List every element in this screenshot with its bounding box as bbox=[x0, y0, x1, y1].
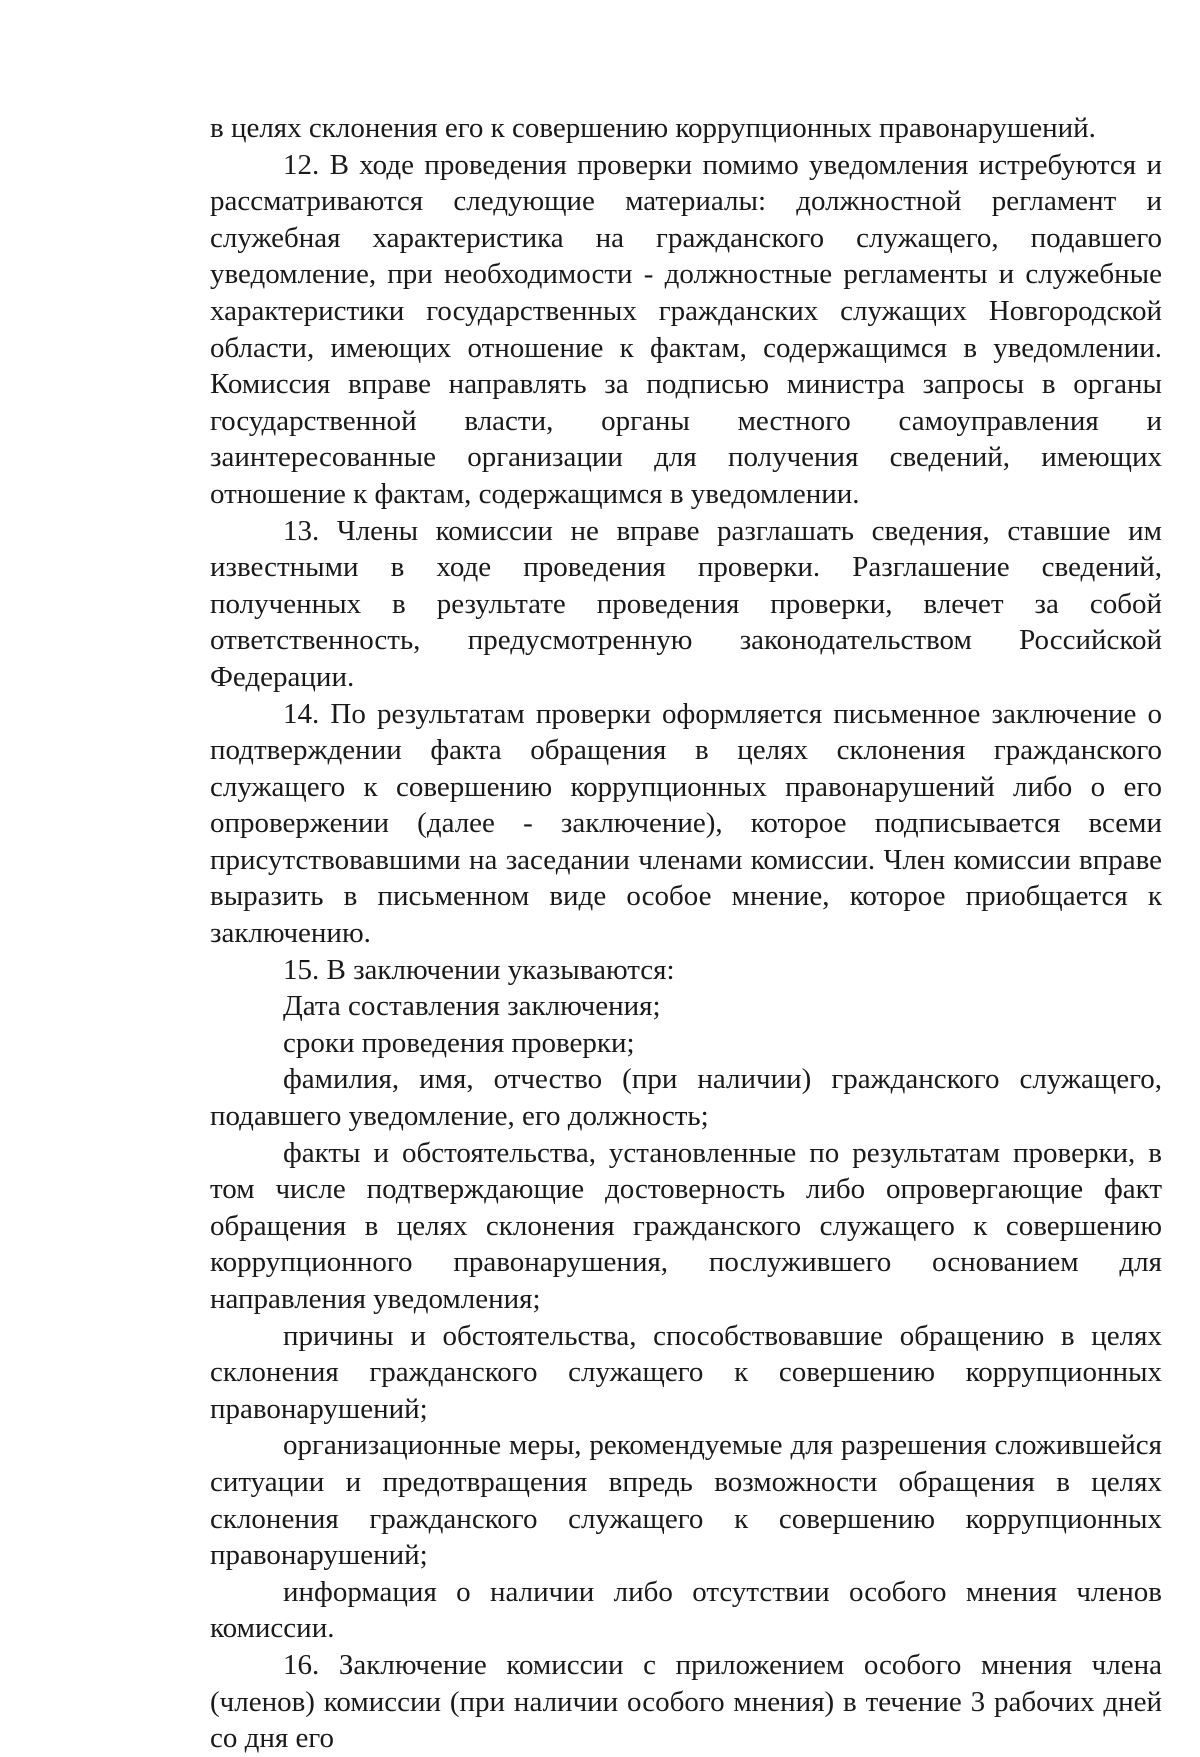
paragraph-item-15-terms: сроки проведения проверки; bbox=[283, 1026, 635, 1059]
paragraph-continuation: в целях склонения его к совершению коррупционных правонарушений. bbox=[210, 112, 1096, 144]
paragraph-item-15-measures: организационные меры, рекомендуемые для разрешения сложившейся ситуации и предотвращения впредь возможности обращения в целях склонения гражданского служащего к совершению коррупционных правонарушений; bbox=[210, 1429, 1162, 1572]
paragraph-item-16: 16. Заключение комиссии с приложением особого мнения члена (членов) комиссии (при наличии особого мнения) в течение 3 рабочих дней со дня его bbox=[210, 1648, 1162, 1755]
paragraph-item-15-date: Дата составления заключения; bbox=[283, 990, 661, 1023]
paragraph-item-13: 13. Члены комиссии не вправе разглашать сведения, ставшие им известными в ходе проведения проверки. Разглашение сведений, полученных в результате проведения проверки, влечет за собой ответственность, предусмотренную законодательством Российской Федерации. bbox=[210, 514, 1162, 693]
document-body bbox=[210, 110, 1162, 1757]
paragraph-item-15-name: фамилия, имя, отчество (при наличии) гражданского служащего, подавшего уведомление, его должность; bbox=[210, 1063, 1162, 1133]
paragraph-item-14: 14. По результатам проверки оформляется письменное заключение о подтверждении факта обращения в целях склонения гражданского служащего к совершению коррупционных правонарушений либо о его опровержении (далее - заключение), которое подписывается всеми присутствовавшими на заседании членами комиссии. Член комиссии вправе выразить в письменном виде особое мнение, которое приобщается к заключению. bbox=[210, 697, 1162, 950]
paragraph-item-15: 15. В заключении указываются: bbox=[283, 953, 675, 986]
paragraph-item-12: 12. В ходе проведения проверки помимо уведомления истребуются и рассматриваются следующие материалы: должностной регламент и служебная характеристика на гражданского служащего, подавшего уведомление, при необходимости - должностные регламенты и служебные характеристики государственных гражданских служащих Новгородской области, имеющих отношение к фактам, содержащимся в уведомлении. Комиссия вправе направлять за подписью министра запросы в органы государственной власти, органы местного самоуправления и заинтересованные организации для получения сведений, имеющих отношение к фактам, содержащимся в уведомлении. bbox=[210, 148, 1162, 510]
paragraph-item-15-opinion: информация о наличии либо отсутствии особого мнения членов комиссии. bbox=[210, 1575, 1162, 1645]
paragraph-item-15-causes: причины и обстоятельства, способствовавшие обращению в целях склонения гражданского служащего к совершению коррупционных правонарушений; bbox=[210, 1319, 1162, 1425]
paragraph-item-15-facts: факты и обстоятельства, установленные по результатам проверки, в том числе подтверждающие достоверность либо опровергающие факт обращения в целях склонения гражданского служащего к совершению коррупционного правонарушения, послужившего основанием для направления уведомления; bbox=[210, 1136, 1162, 1315]
